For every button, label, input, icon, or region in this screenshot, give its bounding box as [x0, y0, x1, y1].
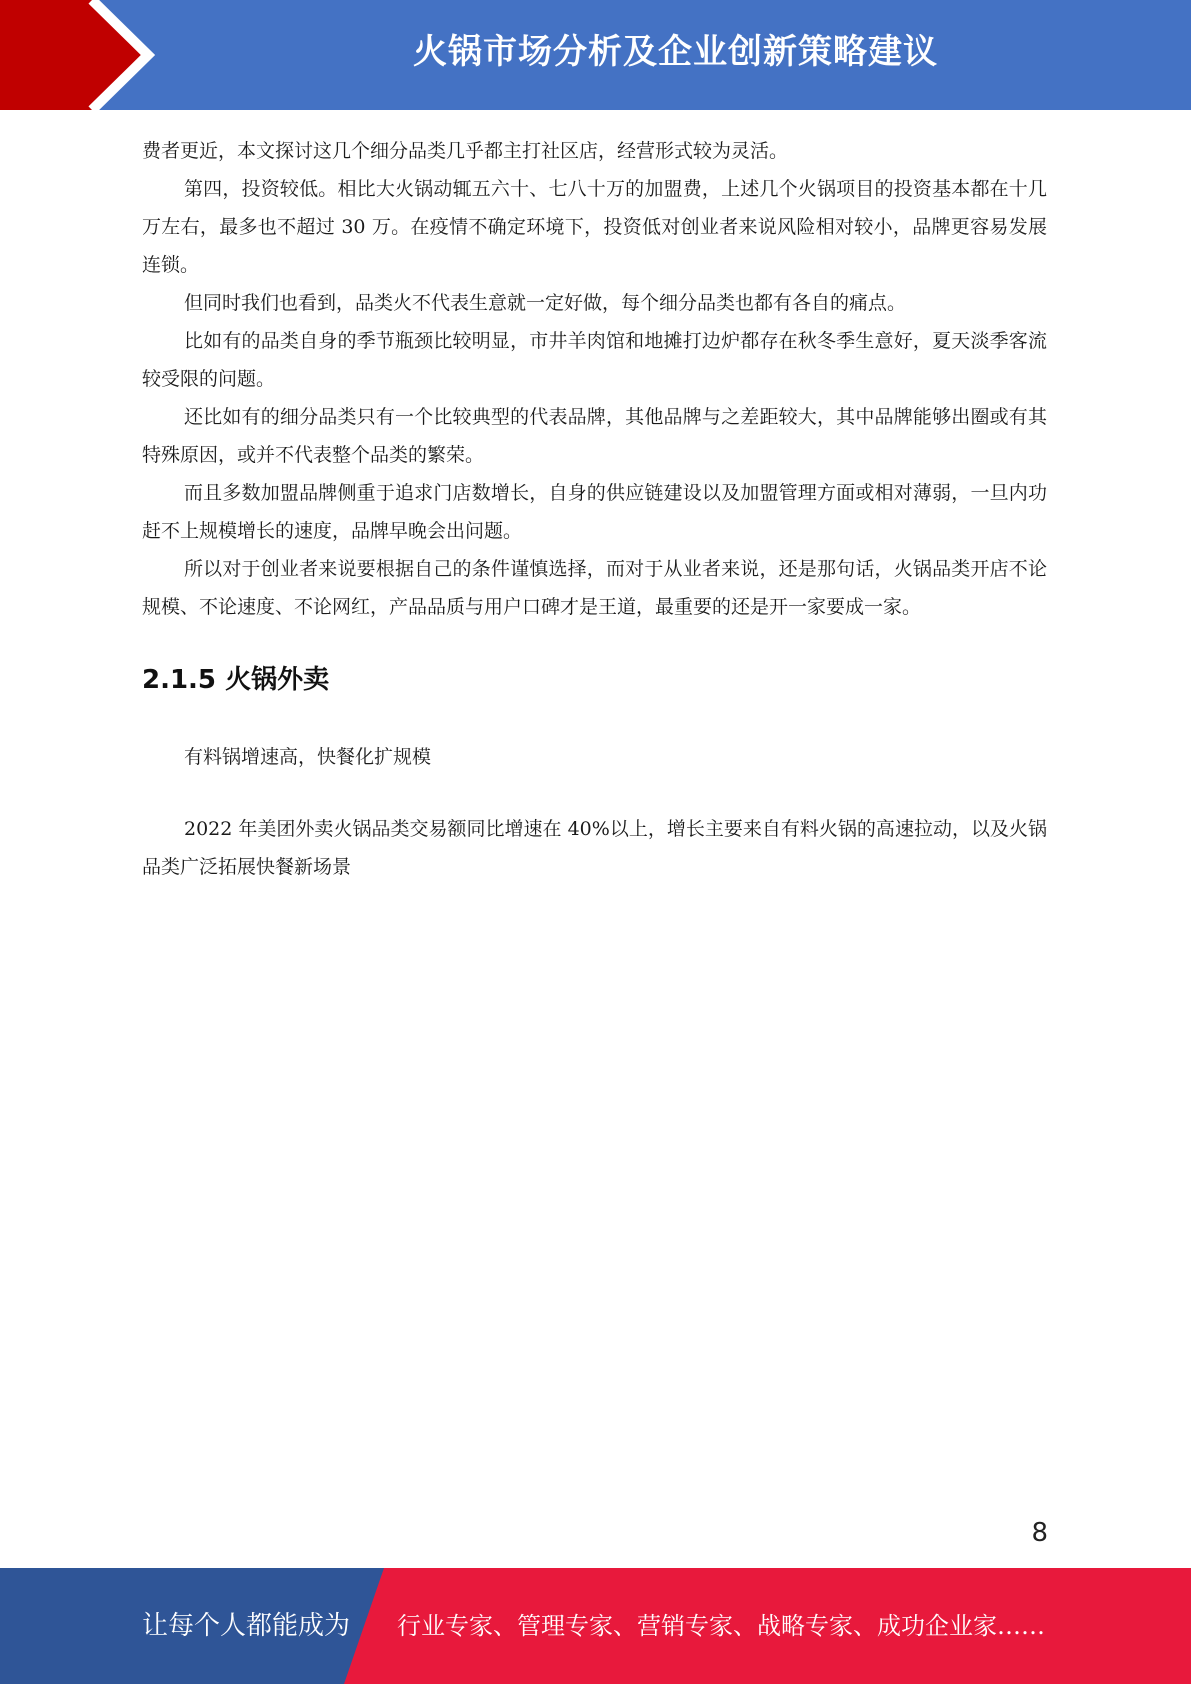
page-footer	[0, 1568, 1191, 1684]
paragraph: 所以对于创业者来说要根据自己的条件谨慎选择，而对于从业者来说，还是那句话，火锅品类开店不论规模、不论速度、不论网红，产品品质与用户口碑才是王道，最重要的还是开一家要成一家。	[142, 558, 1047, 618]
paragraph: 但同时我们也看到，品类火不代表生意就一定好做，每个细分品类也都有各自的痛点。	[184, 292, 907, 314]
document-body	[142, 132, 1047, 886]
document-title: 火锅市场分析及企业创新策略建议	[413, 32, 938, 72]
paragraph: 第四，投资较低。相比大火锅动辄五六十、七八十万的加盟费，上述几个火锅项目的投资基本都在十几万左右，最多也不超过 30 万。在疫情不确定环境下，投资低对创业者来说风险相对较小，品牌更容易发展连锁。	[142, 178, 1047, 276]
paragraph: 而且多数加盟品牌侧重于追求门店数增长，自身的供应链建设以及加盟管理方面或相对薄弱，一旦内功赶不上规模增长的速度，品牌早晚会出问题。	[142, 482, 1047, 542]
paragraph: 还比如有的细分品类只有一个比较典型的代表品牌，其他品牌与之差距较大，其中品牌能够出圈或有其特殊原因，或并不代表整个品类的繁荣。	[142, 406, 1047, 466]
paragraph: 费者更近，本文探讨这几个细分品类几乎都主打社区店，经营形式较为灵活。	[142, 140, 789, 162]
section-heading: 2.1.5 火锅外卖	[142, 665, 330, 695]
header-red-arrow	[0, 0, 148, 110]
header-arrow-decoration	[0, 0, 160, 110]
page-number: 8	[1031, 1518, 1048, 1548]
page-header	[0, 0, 1191, 110]
footer-slogan-left: 让每个人都能成为	[142, 1611, 351, 1641]
footer-slogan-right: 行业专家、管理专家、营销专家、战略专家、成功企业家……	[397, 1612, 1045, 1640]
paragraph: 2022 年美团外卖火锅品类交易额同比增速在 40%以上，增长主要来自有料火锅的高速拉动，以及火锅品类广泛拓展快餐新场景	[142, 818, 1047, 878]
subheading: 有料锅增速高，快餐化扩规模	[184, 746, 432, 768]
paragraph: 比如有的品类自身的季节瓶颈比较明显，市井羊肉馆和地摊打边炉都存在秋冬季生意好，夏天淡季客流较受限的问题。	[142, 330, 1047, 390]
